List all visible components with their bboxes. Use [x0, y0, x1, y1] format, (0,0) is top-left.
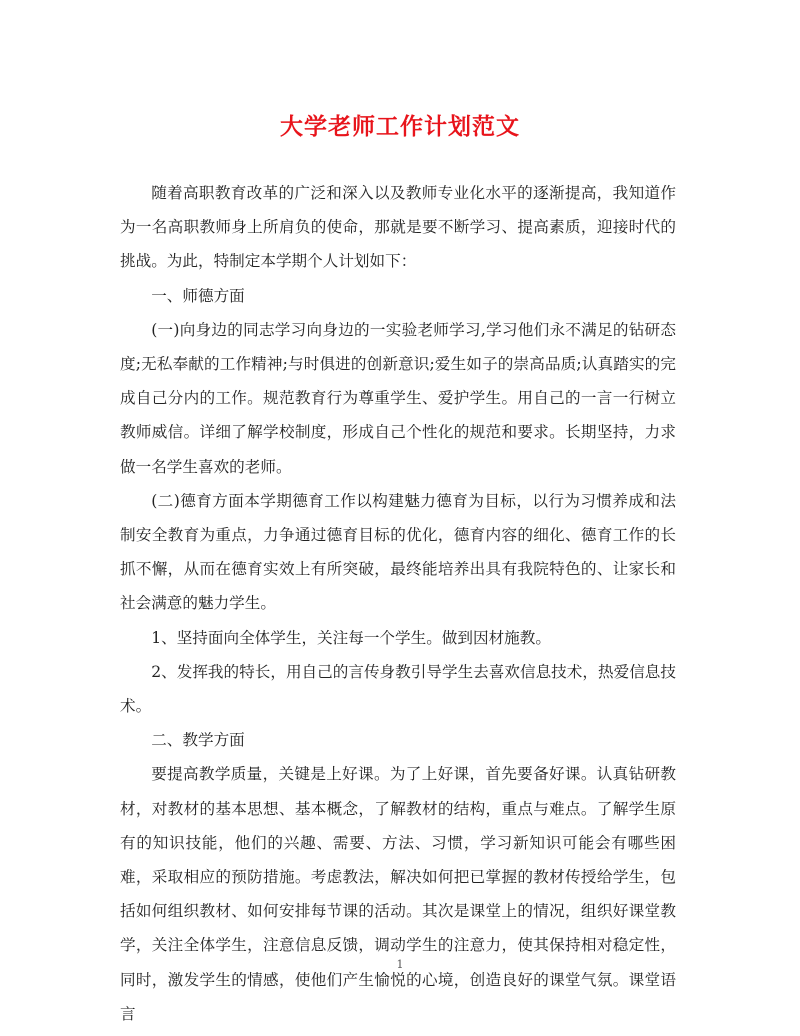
- list-item-1: 1、坚持面向全体学生，关注每一个学生。做到因材施教。: [151, 628, 551, 647]
- document-body: [120, 176, 676, 1031]
- ethics-paragraph-1: (一)向身边的同志学习向身边的一实验老师学习,学习他们永不满足的钻研态度;无私奉献的工作精神;与时俱进的创新意识;爱生如子的崇高品质;认真踏实的完成自己分内的工作。规范教育行为尊重学生、爱护学生。用自己的一言一行树立教师威信。详细了解学校制度，形成自己个性化的规范和要求。长期坚持，力求做一名学生喜欢的老师。: [120, 320, 676, 476]
- list-item-2: 2、发挥我的特长，用自己的言传身教引导学生去喜欢信息技术，热爱信息技术。: [120, 662, 676, 716]
- section-heading-ethics: 一、师德方面: [151, 286, 245, 305]
- ethics-paragraph-2: (二)德育方面本学期德育工作以构建魅力德育为目标，以行为习惯养成和法制安全教育为重点，力争通过德育目标的优化，德育内容的细化、德育工作的长抓不懈，从而在德育实效上有所突破，最终能培养出具有我院特色的、让家长和社会满意的魅力学生。: [120, 491, 676, 613]
- teaching-paragraph: 要提高教学质量，关键是上好课。为了上好课，首先要备好课。认真钻研教材，对教材的基本思想、基本概念，了解教材的结构，重点与难点。了解学生原有的知识技能，他们的兴趣、需要、方法、习惯，学习新知识可能会有哪些困难，采取相应的预防措施。考虑教法，解决如何把已掌握的教材传授给学生，包括如何组织教材、如何安排每节课的活动。其次是课堂上的情况，组织好课堂教学，关注全体学生，注意信息反馈，调动学生的注意力，使其保持相对稳定性，同时，激发学生的情感，使他们产生愉悦的心境，创造良好的课堂气氛。课堂语言: [120, 765, 676, 1023]
- section-heading-teaching: 二、教学方面: [151, 731, 245, 750]
- page-number: 1: [396, 958, 404, 971]
- intro-paragraph: 随着高职教育改革的广泛和深入以及教师专业化水平的逐渐提高，我知道作为一名高职教师身上所肩负的使命，那就是要不断学习、提高素质，迎接时代的挑战。为此，特制定本学期个人计划如下：: [120, 184, 676, 271]
- document-title: 大学老师工作计划范文: [280, 114, 520, 140]
